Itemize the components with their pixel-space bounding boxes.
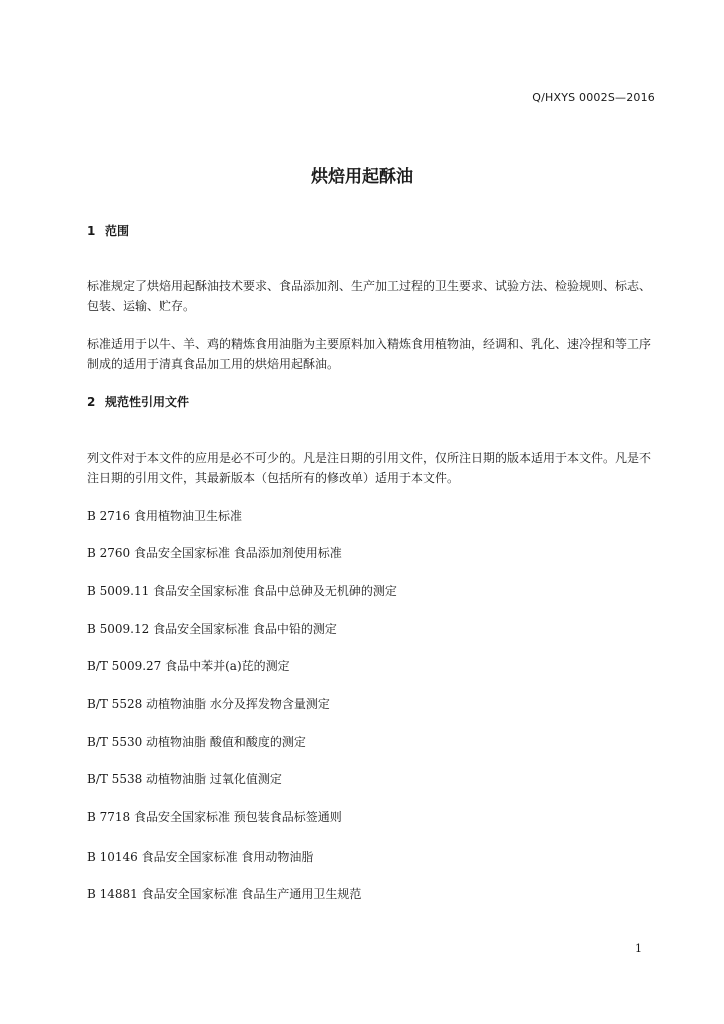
- section-number: 1: [87, 224, 96, 238]
- reference-item: B/T 5528 动植物油脂 水分及挥发物含量测定: [87, 697, 330, 711]
- reference-item: B/T 5009.27 食品中苯并(a)芘的测定: [87, 659, 290, 673]
- reference-item: B 2760 食品安全国家标准 食品添加剂使用标准: [87, 546, 342, 560]
- paragraph-references-intro: 列文件对于本文件的应用是必不可少的。凡是注日期的引用文件，仅所注日期的版本适用于本文件。凡是不注日期的引用文件，其最新版本（包括所有的修改单）适用于本文件。: [87, 451, 652, 485]
- reference-item: B 14881 食品安全国家标准 食品生产通用卫生规范: [87, 887, 362, 901]
- section-heading-normative-references: [87, 393, 189, 410]
- document-title: 烘焙用起酥油: [311, 167, 413, 187]
- reference-item: B 5009.11 食品安全国家标准 食品中总砷及无机砷的测定: [87, 584, 397, 598]
- reference-item: B/T 5530 动植物油脂 酸值和酸度的测定: [87, 735, 306, 749]
- reference-item: B 10146 食品安全国家标准 食用动物油脂: [87, 850, 314, 864]
- reference-item: B 7718 食品安全国家标准 预包装食品标签通则: [87, 810, 342, 824]
- section-title: 规范性引用文件: [105, 395, 190, 409]
- paragraph-scope-2: 标准适用于以牛、羊、鸡的精炼食用油脂为主要原料加入精炼食用植物油，经调和、乳化、速冷捏和等工序制成的适用于清真食品加工用的烘焙用起酥油。: [87, 337, 652, 371]
- section-heading-scope: [87, 222, 129, 239]
- reference-item: B/T 5538 动植物油脂 过氧化值测定: [87, 772, 282, 786]
- paragraph-scope-1: 标准规定了烘焙用起酥油技术要求、食品添加剂、生产加工过程的卫生要求、试验方法、检验规则、标志、包装、运输、贮存。: [87, 279, 652, 313]
- section-title: 范围: [105, 224, 130, 238]
- reference-item: B 2716 食用植物油卫生标准: [87, 509, 242, 523]
- page-number: 1: [635, 942, 642, 955]
- section-number: 2: [87, 395, 96, 409]
- standard-code: Q/HXYS 0002S—2016: [532, 91, 655, 104]
- reference-item: B 5009.12 食品安全国家标准 食品中铅的测定: [87, 622, 337, 636]
